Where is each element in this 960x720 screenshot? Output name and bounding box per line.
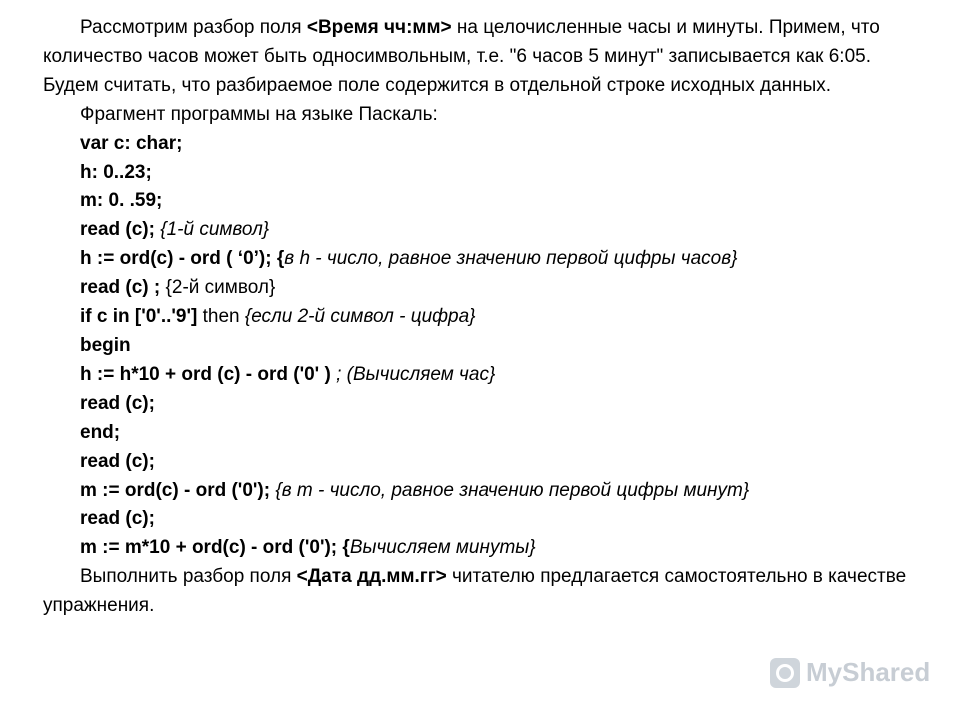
code-line-3: m: 0. .59;: [80, 190, 163, 212]
code-line-2: h: 0..23;: [80, 161, 152, 183]
myshared-logo-icon: [770, 658, 800, 688]
code-line-14: read (c);: [80, 508, 155, 530]
intro-text: Рассмотрим разбор поля: [80, 17, 307, 38]
code: if c in ['0'..'9']: [80, 306, 203, 328]
field-time-format: <Время чч:мм>: [306, 17, 452, 38]
code-line-11: end;: [80, 421, 121, 443]
code-comment: в h - число, равное значению первой цифры часов}: [284, 248, 738, 270]
code: read (c);: [80, 219, 161, 241]
code-line-15: [43, 534, 923, 563]
code-line-7: [43, 303, 923, 332]
code-line-6: [43, 274, 923, 303]
code-line-12: read (c);: [80, 450, 155, 472]
code: read (c) ;: [80, 277, 166, 299]
code: m := m*10 + ord(c) - ord ('0'); {: [80, 537, 350, 559]
code-line-9: [43, 361, 923, 390]
code-comment: Вычисляем минуты}: [349, 537, 536, 559]
watermark: [770, 657, 930, 688]
code-comment: {1-й символ}: [160, 219, 270, 241]
code-keyword-then: then: [202, 306, 245, 328]
code-line-5: [43, 245, 923, 274]
code-line-4: [43, 216, 923, 245]
code-comment: ; (Вычисляем час}: [336, 363, 496, 385]
code: m := ord(c) - ord ('0');: [80, 479, 276, 501]
pascal-code-block: [43, 130, 923, 564]
code: h := ord(c) - ord ( ‘0’); {: [80, 248, 285, 270]
fragment-label: Фрагмент программы на языке Паскаль:: [80, 103, 438, 125]
code-comment: {в m - число, равное значению первой цифры минут}: [275, 479, 750, 501]
code-comment: {2-й символ}: [165, 277, 276, 299]
outro-text: Выполнить разбор поля: [80, 566, 297, 588]
watermark-text: MyShared: [806, 657, 931, 687]
code-line-8: begin: [80, 334, 131, 356]
document-body: [43, 14, 923, 621]
code-line-13: [43, 477, 923, 506]
code-line-1: var c: char;: [80, 132, 183, 154]
outro-text-rest: читателю предлагается самостоятельно в качестве упражнения.: [43, 566, 907, 617]
intro-paragraph: [43, 14, 923, 101]
code-comment: {если 2-й символ - цифра}: [244, 306, 476, 328]
outro-paragraph: [43, 563, 923, 621]
intro-text-rest: на целочисленные часы и минуты. Примем, что количество часов может быть односимвольным, т.е. "6 часов 5 минут" записывается как 6:05. Будем считать, что разбираемое поле содержится в отдельной строке исходных данных.: [43, 17, 880, 96]
code: h := h*10 + ord (c) - ord ('0' ): [80, 363, 337, 385]
code-line-10: read (c);: [80, 392, 155, 414]
field-date-format: <Дата дд.мм.гг>: [296, 566, 447, 588]
